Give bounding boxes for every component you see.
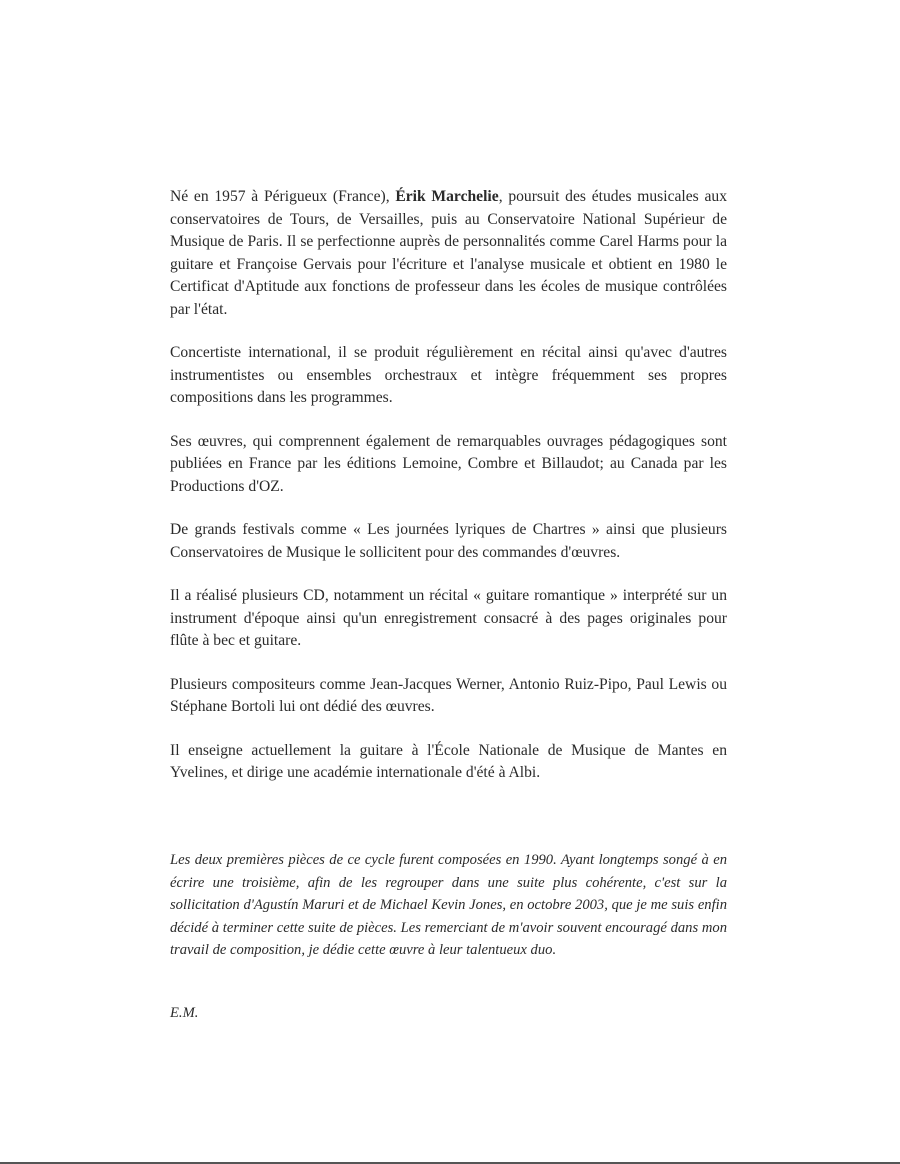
biography-p1-prefix: Né en 1957 à Périgueux (France), (170, 188, 396, 205)
signature-initials: E.M. (170, 1005, 199, 1021)
biography-paragraph-6: Plusieurs compositeurs comme Jean-Jacques Werner, Antonio Ruiz-Pipo, Paul Lewis ou Stéphane Bortoli lui ont dédié des œuvres. (170, 675, 727, 715)
biography-paragraph-4: De grands festivals comme « Les journées lyriques de Chartres » ainsi que plusieurs Conservatoires de Musique le sollicitent pour des commandes d'œuvres. (170, 521, 727, 561)
biography-paragraph-2: Concertiste international, il se produit régulièrement en récital ainsi qu'avec d'autres instrumentistes ou ensembles orchestraux et intègre fréquemment ses propres compositions dans les programmes. (170, 344, 727, 406)
dedication-text: Les deux premières pièces de ce cycle furent composées en 1990. Ayant longtemps songé à en écrire une troisième, afin de les regrouper dans une suite plus cohérente, c'est sur la sollicitation d'Agustín Maruri et de Michael Kevin Jones, en octobre 2003, que je me suis enfin décidé à terminer cette suite de pièces. Les remerciant de m'avoir souvent encouragé dans mon travail de composition, je dédie cette œuvre à leur talentueux duo. (170, 852, 727, 958)
dedication-section (170, 849, 727, 982)
biography-paragraph-7: Il enseigne actuellement la guitare à l'École Nationale de Musique de Mantes en Yvelines, et dirige une académie internationale d'été à Albi. (170, 741, 727, 781)
composer-name: Érik Marchelie (395, 188, 499, 205)
biography-paragraph-3: Ses œuvres, qui comprennent également de remarquables ouvrages pédagogiques sont publiées en France par les éditions Lemoine, Combre et Billaudot; au Canada par les Productions d'OZ. (170, 432, 727, 495)
biography-section (170, 186, 727, 806)
biography-paragraph-5: Il a réalisé plusieurs CD, notamment un récital « guitare romantique » interprété sur un instrument d'époque ainsi qu'un enregistrement consacré à des pages originales pour flûte à bec et guitare. (170, 587, 727, 649)
biography-paragraph-1 (170, 186, 727, 321)
biography-p1-suffix: , poursuit des études musicales aux conservatoires de Tours, de Versailles, puis au Conservatoire National Supérieur de Musique de Paris. Il se perfectionne auprès de personnalités comme Carel Harms pour la guitare et Françoise Gervais pour l'écriture et l'analyse musicale et obtient en 1980 le Certificat d'Aptitude aux fonctions de professeur dans les écoles de musique contrôlées par l'état. (170, 188, 728, 318)
